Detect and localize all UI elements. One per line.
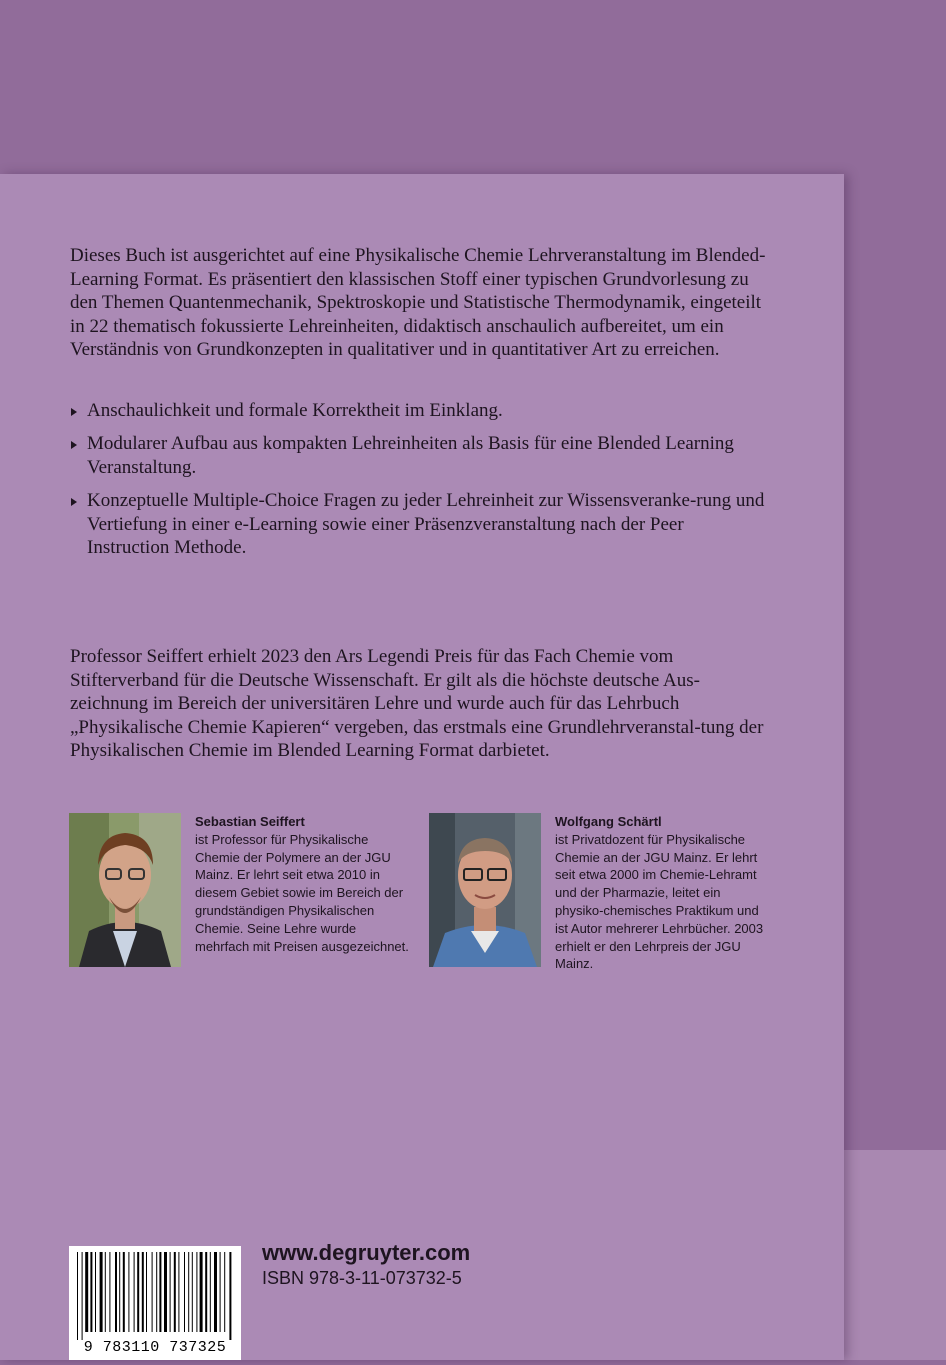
intro-paragraph: Dieses Buch ist ausgerichtet auf eine Physikalische Chemie Lehrveranstaltung im Blended-Learning Format. Es präsentiert den klassischen Stoff einer typischen Grundvorlesung zu den Themen Quantenmechanik, Spektroskopie und Statistische Thermodynamik, eingeteilt in 22 thematisch fokussierte Lehreinheiten, didaktisch anschaulich aufbereitet, um ein Verständnis von Grundkonzepten in qualitativer und in quantitativer Art zu erreichen. bbox=[70, 245, 766, 360]
barcode-bar bbox=[146, 1252, 147, 1332]
blurb-section bbox=[70, 244, 770, 570]
barcode-bar bbox=[200, 1252, 203, 1332]
triangle-bullet-icon bbox=[71, 408, 77, 416]
feature-text: Anschaulichkeit und formale Korrektheit im Einklang. bbox=[87, 399, 503, 421]
author-name: Wolfgang Schärtl bbox=[555, 814, 662, 829]
barcode-bar bbox=[137, 1252, 139, 1332]
barcode-bar bbox=[229, 1252, 231, 1340]
barcode-bar bbox=[85, 1252, 88, 1332]
barcode-bar bbox=[100, 1252, 103, 1332]
background-band bbox=[844, 1150, 946, 1360]
barcode-bar bbox=[196, 1252, 197, 1332]
barcode-bar bbox=[90, 1252, 92, 1332]
feature-text: Modularer Aufbau aus kompakten Lehreinheiten als Basis für eine Blended Learning Veranstaltung. bbox=[87, 433, 734, 478]
barcode-digits: 9 783110 737325 bbox=[83, 1339, 227, 1356]
barcode-bar bbox=[109, 1252, 110, 1332]
award-paragraph: Professor Seiffert erhielt 2023 den Ars Legendi Preis für das Fach Chemie vom Stifterverband für die Deutsche Wissenschaft. Er gilt als die höchste deutsche Aus-zeichnung im Bereich der universitären Lehre und wurde auch für das Lehrbuch „Physikalische Chemie Kapieren“ vergeben, das erstmals eine Grundlehrveranstal-tung der Physikalischen Chemie im Blended Learning Format darbietet. bbox=[70, 646, 764, 761]
barcode-bar bbox=[184, 1252, 185, 1332]
feature-item bbox=[70, 432, 770, 479]
barcode-bar bbox=[142, 1252, 144, 1332]
barcode-bar bbox=[152, 1252, 153, 1332]
feature-item bbox=[70, 489, 770, 560]
barcode-bar bbox=[170, 1252, 171, 1332]
feature-text: Konzeptuelle Multiple-Choice Fragen zu jeder Lehreinheit zur Wissensveranke-rung und Vertiefung in einer e-Learning sowie einer Präsenzveranstaltung nach der Peer Instruction Methode. bbox=[87, 490, 765, 558]
isbn-number: ISBN 978-3-11-073732-5 bbox=[262, 1268, 462, 1288]
barcode-bar bbox=[178, 1252, 179, 1332]
barcode-bar bbox=[205, 1252, 207, 1332]
feature-list bbox=[70, 399, 770, 560]
author-bio bbox=[555, 813, 770, 973]
barcode-bar bbox=[159, 1252, 161, 1332]
barcode-bar bbox=[174, 1252, 176, 1332]
triangle-bullet-icon bbox=[71, 498, 77, 506]
triangle-bullet-icon bbox=[71, 441, 77, 449]
barcode-bar bbox=[77, 1252, 78, 1340]
author-name: Sebastian Seiffert bbox=[195, 814, 305, 829]
barcode-bar bbox=[134, 1252, 135, 1332]
barcode-bar bbox=[123, 1252, 125, 1332]
barcode-bar bbox=[115, 1252, 117, 1332]
author-photo bbox=[69, 813, 181, 967]
feature-item bbox=[70, 399, 770, 423]
author-bio bbox=[195, 813, 410, 955]
author-bio-text: ist Privatdozent für Physikalische Chemie an der JGU Mainz. Er lehrt seit etwa 2000 im Chemie-Lehramt und der Pharmazie, leitet ein physiko-chemisches Praktikum und ist Autor mehrerer Lehrbücher. 2003 erhielt er den Lehrpreis der JGU Mainz. bbox=[555, 831, 764, 972]
author-bio-text: ist Professor für Physikalische Chemie der Polymere an der JGU Mainz. Er lehrt seit etwa 2010 in diesem Gebiet sowie im Bereich der grundständigen Physikalischen Chemie. Seine Lehre wurde mehrfach mit Preisen ausgezeichnet. bbox=[195, 831, 409, 954]
barcode-bar bbox=[82, 1252, 83, 1340]
publisher-website: www.degruyter.com bbox=[262, 1240, 471, 1265]
barcode-bar bbox=[119, 1252, 120, 1332]
barcode-bar bbox=[105, 1252, 106, 1332]
barcode-bar bbox=[164, 1252, 167, 1332]
barcode-bar bbox=[224, 1252, 225, 1332]
barcode-bar bbox=[220, 1252, 221, 1332]
author-photo bbox=[429, 813, 541, 967]
isbn-barcode bbox=[69, 1246, 241, 1360]
barcode-bar bbox=[210, 1252, 211, 1332]
barcode-bar bbox=[128, 1252, 129, 1332]
barcode-bar bbox=[188, 1252, 189, 1332]
barcode-bar bbox=[156, 1252, 157, 1332]
barcode-bar bbox=[95, 1252, 96, 1332]
barcode-bar bbox=[214, 1252, 217, 1332]
barcode-bar bbox=[192, 1252, 193, 1332]
